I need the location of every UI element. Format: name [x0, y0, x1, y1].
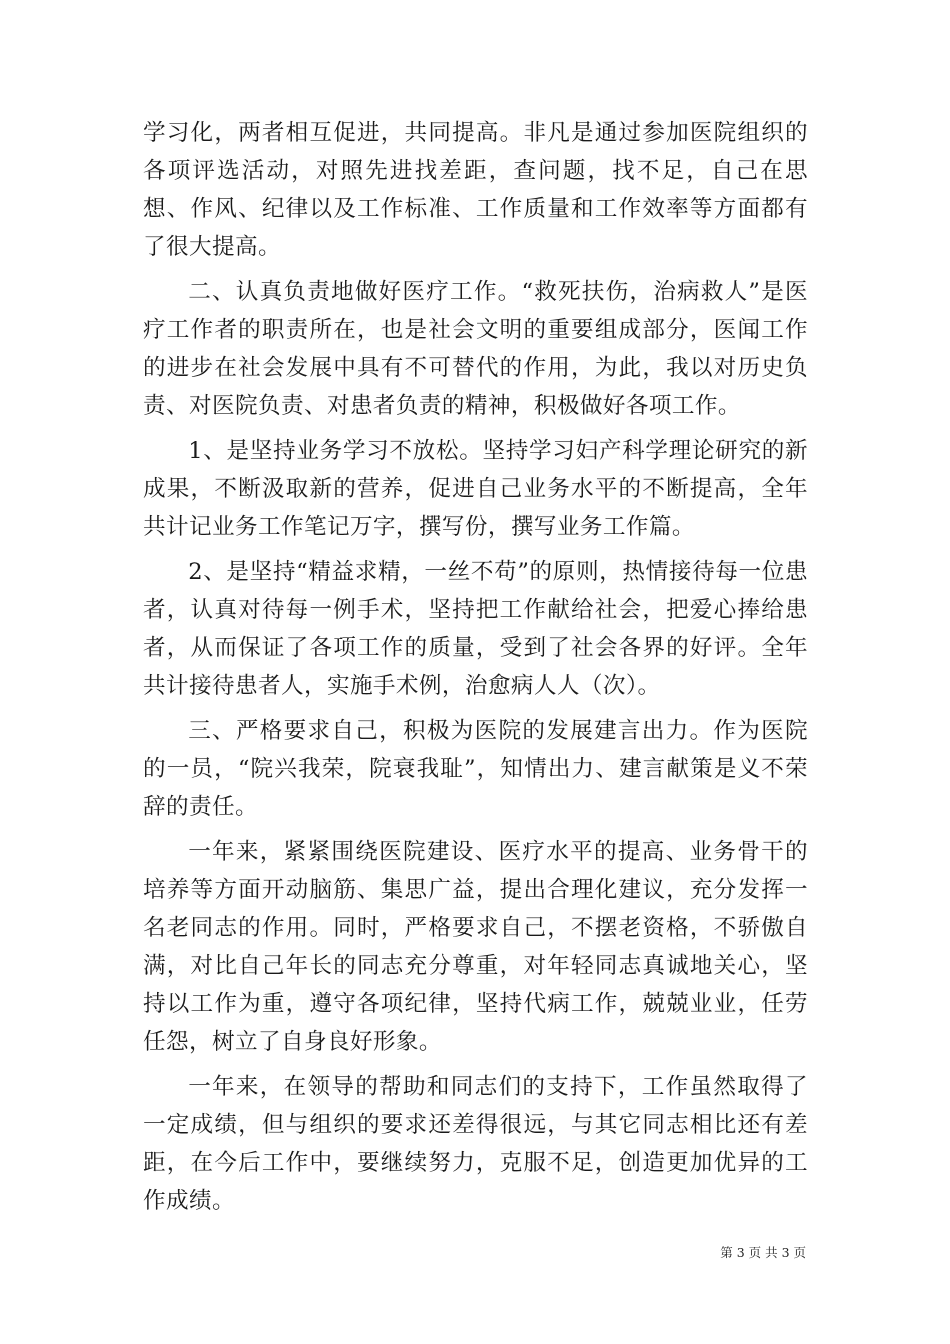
- page-number-footer: 第 3 页 共 3 页: [720, 1245, 806, 1260]
- paragraph-section-two: 二、认真负责地做好医疗工作。“救死扶伤，治病救人”是医疗工作者的职责所在，也是社会文明的重要组成部分，医闻工作的进步在社会发展中具有不可替代的作用，为此，我以对历史负责、对医院负责、对患者负责的精神，积极做好各项工作。: [143, 279, 808, 419]
- paragraph-continuation: 学习化，两者相互促进，共同提高。非凡是通过参加医院组织的各项评选活动，对照先进找差距，查问题，找不足，自己在思想、作风、纪律以及工作标准、工作质量和工作效率等方面都有了很大提高。: [143, 120, 808, 260]
- paragraph-section-three: 三、严格要求自己，积极为医院的发展建言出力。作为医院的一员，“院兴我荣，院衰我耻”，知情出力、建言献策是义不荣辞的责任。: [143, 718, 808, 820]
- paragraph-item-two: 2、是坚持“精益求精，一丝不苟”的原则，热情接待每一位患者，认真对待每一例手术，坚持把工作献给社会，把爱心捧给患者，从而保证了各项工作的质量，受到了社会各界的好评。全年共计接待患者人，实施手术例，治愈病人人（次）。: [143, 559, 808, 699]
- document-body: [143, 114, 808, 1227]
- paragraph-year-review: 一年来，紧紧围绕医院建设、医疗水平的提高、业务骨干的培养等方面开动脑筋、集思广益，提出合理化建议，充分发挥一名老同志的作用。同时，严格要求自己，不摆老资格，不骄傲自满，对比自己年长的同志充分尊重，对年轻同志真诚地关心，坚持以工作为重，遵守各项纪律，坚持代病工作，兢兢业业，任劳任怨，树立了自身良好形象。: [143, 839, 808, 1055]
- paragraph-item-one: 1、是坚持业务学习不放松。坚持学习妇产科学理论研究的新成果，不断汲取新的营养，促进自己业务水平的不断提高，全年共计记业务工作笔记万字，撰写份，撰写业务工作篇。: [143, 438, 808, 540]
- paragraph-conclusion: 一年来，在领导的帮助和同志们的支持下，工作虽然取得了一定成绩，但与组织的要求还差得很远，与其它同志相比还有差距，在今后工作中，要继续努力，克服不足，创造更加优异的工作成绩。: [143, 1074, 808, 1214]
